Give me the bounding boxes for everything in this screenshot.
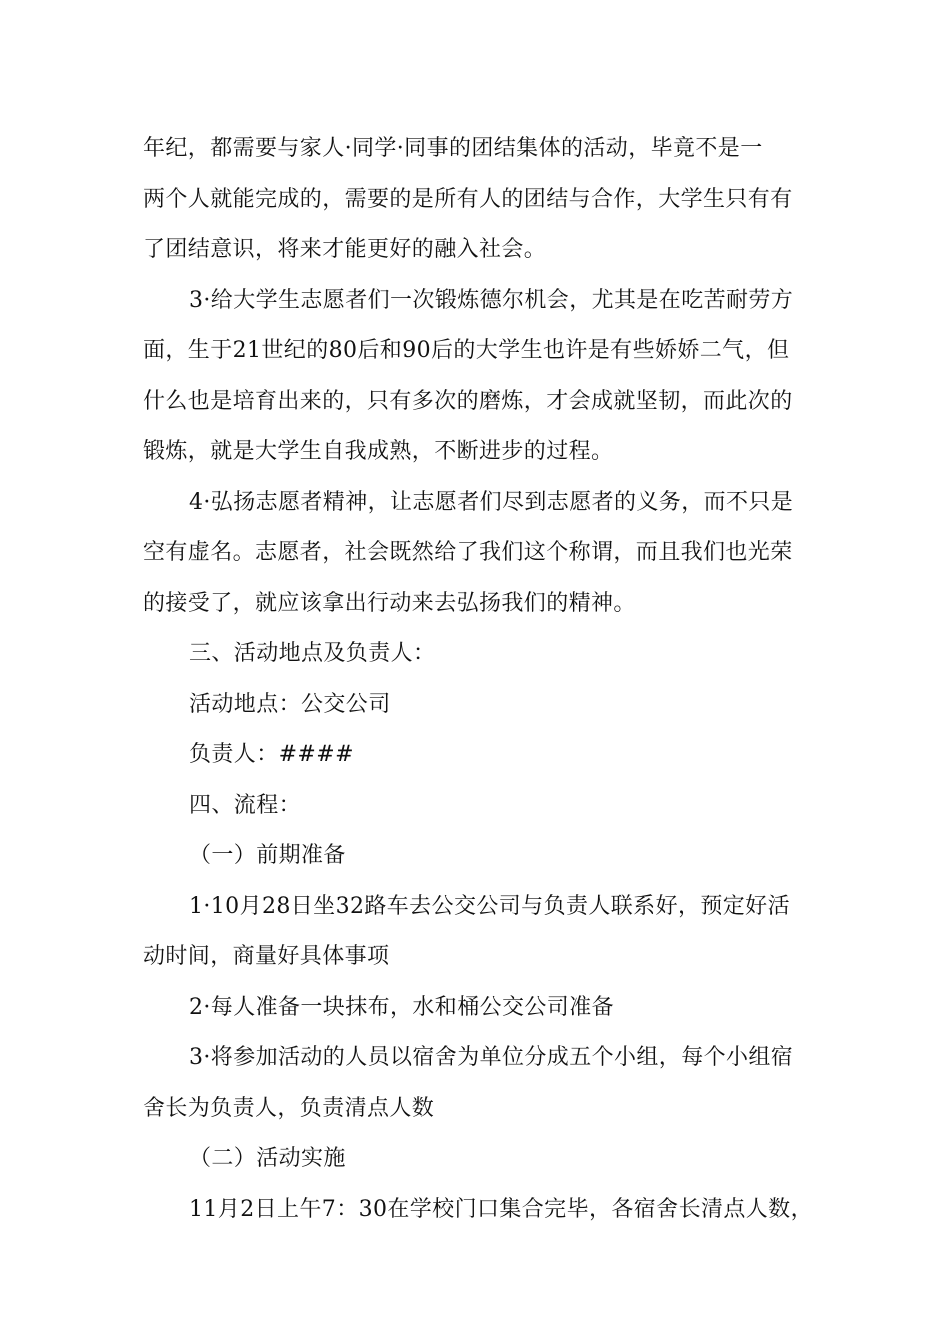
- text-line: 年纪，都需要与家人·同学·同事的团结集体的活动，毕竟不是一: [143, 136, 763, 161]
- text-line: 动时间，商量好具体事项: [143, 944, 390, 969]
- activity-location: 活动地点：公交公司: [189, 691, 391, 717]
- paragraph-4-start: 4·弘扬志愿者精神，让志愿者们尽到志愿者的义务，而不只是: [189, 489, 794, 515]
- text-line: 了团结意识，将来才能更好的融入社会。: [143, 237, 547, 262]
- text-line: 的接受了，就应该拿出行动来去弘扬我们的精神。: [143, 590, 636, 616]
- paragraph-3-start: 3·给大学生志愿者们一次锻炼德尔机会，尤其是在吃苦耐劳方: [189, 287, 794, 313]
- prep-item-2: 2·每人准备一块抹布，水和桶公交公司准备: [189, 994, 614, 1020]
- subsection-preparation: （一）前期准备: [189, 843, 346, 868]
- person-in-charge: 负责人：####: [189, 742, 354, 767]
- subsection-implementation: （二）活动实施: [189, 1146, 346, 1171]
- section-heading-process: 四、流程：: [189, 792, 302, 818]
- text-line: 两个人就能完成的，需要的是所有人的团结与合作，大学生只有有: [143, 186, 793, 212]
- text-line: 空有虚名。志愿者，社会既然给了我们这个称谓，而且我们也光荣: [143, 540, 793, 565]
- text-line: 面，生于21世纪的80后和90后的大学生也许是有些娇娇二气，但: [143, 338, 790, 363]
- document-body: [143, 124, 833, 1235]
- section-heading-location: 三、活动地点及负责人：: [189, 641, 436, 666]
- text-line: 舍长为负责人，负责清点人数: [143, 1095, 435, 1121]
- implementation-text: 11月2日上午7：30在学校门口集合完毕，各宿舍长清点人数，: [189, 1196, 813, 1222]
- text-line: 什么也是培育出来的，只有多次的磨炼，才会成就坚韧，而此次的: [143, 388, 793, 414]
- prep-item-3: 3·将参加活动的人员以宿舍为单位分成五个小组，每个小组宿: [189, 1045, 794, 1070]
- prep-item-1: 1·10月28日坐32路车去公交公司与负责人联系好，预定好活: [189, 893, 790, 919]
- text-line: 锻炼，就是大学生自我成熟，不断进步的过程。: [143, 439, 614, 464]
